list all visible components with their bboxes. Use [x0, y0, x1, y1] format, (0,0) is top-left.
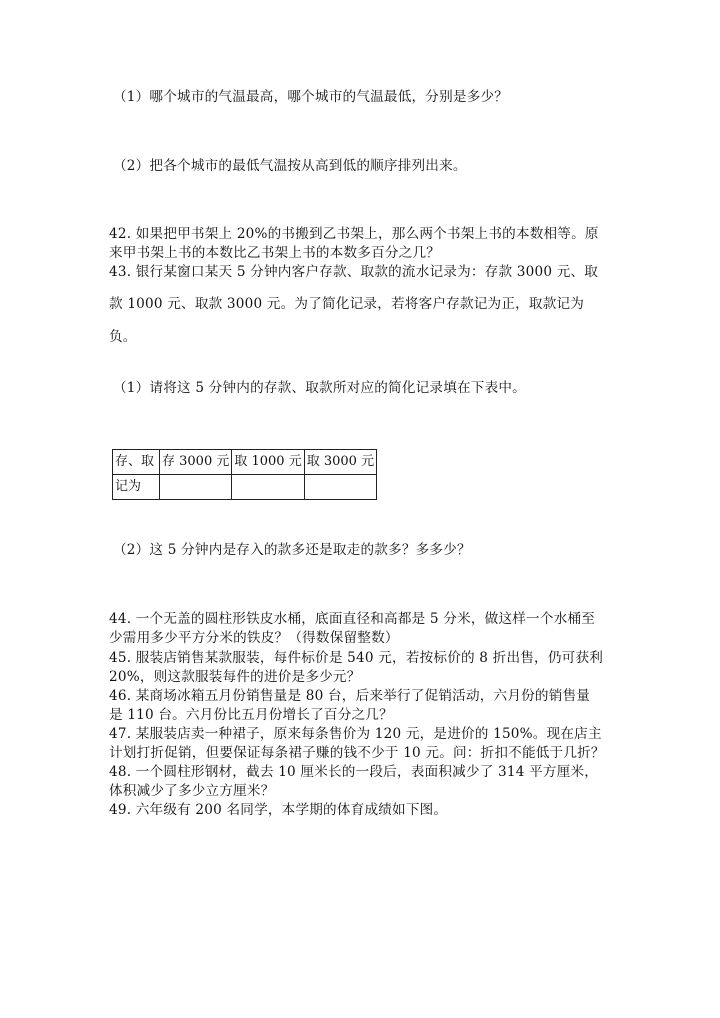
problem-47-line-1: 47. 某服装店卖一种裙子，原来每条售价为 120 元，是进价的 150%。现在店主: [109, 726, 602, 742]
problem-48-line-1: 48. 一个圆柱形钢材，截去 10 厘米长的一段后，表面积减少了 314 平方厘米，: [109, 764, 599, 780]
problem-43-line-3: 负。: [109, 329, 137, 345]
problem-42-line-2: 来甲书架上书的本数比乙书架上书的本数多百分之几？: [109, 245, 441, 261]
table-header-cell: 存、取: [113, 450, 160, 475]
table-blank-cell: [304, 475, 376, 500]
table-header-cell: 存 3000 元: [160, 450, 232, 475]
table-row: [113, 450, 377, 475]
problem-44-line-1: 44. 一个无盖的圆柱形铁皮水桶，底面直径和高都是 5 分米，做这样一个水桶至: [109, 611, 596, 627]
record-table: [112, 449, 377, 500]
problem-48-line-2: 体积减少了多少立方厘米？: [109, 783, 275, 799]
problem-45-line-2: 20%，则这款服装每件的进价是多少元？: [109, 669, 361, 685]
table-row: [113, 475, 377, 500]
problem-45-line-1: 45. 服装店销售某款服装，每件标价是 540 元，若按标价的 8 折出售，仍可获利: [109, 650, 604, 666]
problem-49-line-1: 49. 六年级有 200 名同学，本学期的体育成绩如下图。: [109, 802, 448, 818]
table-blank-cell: [232, 475, 304, 500]
problem-43-line-1: 43. 银行某窗口某天 5 分钟内客户存款、取款的流水记录为：存款 3000 元、取: [109, 264, 599, 280]
question-1: （1）哪个城市的气温最高，哪个城市的气温最低，分别是多少？: [113, 89, 509, 105]
table-header-cell: 取 3000 元: [304, 450, 376, 475]
table-row-label: 记为: [113, 475, 160, 500]
question-2: （2）把各个城市的最低气温按从高到低的顺序排列出来。: [113, 158, 467, 174]
problem-43-sub-1: （1）请将这 5 分钟内的存款、取款所对应的简化记录填在下表中。: [113, 380, 526, 396]
problem-42-line-1: 42. 如果把甲书架上 20%的书搬到乙书架上，那么两个书架上书的本数相等。原: [109, 226, 599, 242]
problem-47-line-2: 计划打折促销，但要保证每条裙子赚的钱不少于 10 元。问：折扣不能低于几折？: [109, 745, 605, 761]
problem-46-line-1: 46. 某商场冰箱五月份销售量是 80 台，后来举行了促销活动，六月份的销售量: [109, 688, 591, 704]
table-blank-cell: [160, 475, 232, 500]
problem-46-line-2: 是 110 台。六月份比五月份增长了百分之几？: [109, 707, 393, 723]
problem-44-line-2: 少需用多少平方分米的铁皮？（得数保留整数）: [109, 630, 399, 646]
table-header-cell: 取 1000 元: [232, 450, 304, 475]
problem-43-sub-2: （2）这 5 分钟内是存入的款多还是取走的款多？多多少？: [113, 542, 471, 558]
problem-43-line-2: 款 1000 元、取款 3000 元。为了简化记录，若将客户存款记为正，取款记为: [109, 296, 585, 312]
